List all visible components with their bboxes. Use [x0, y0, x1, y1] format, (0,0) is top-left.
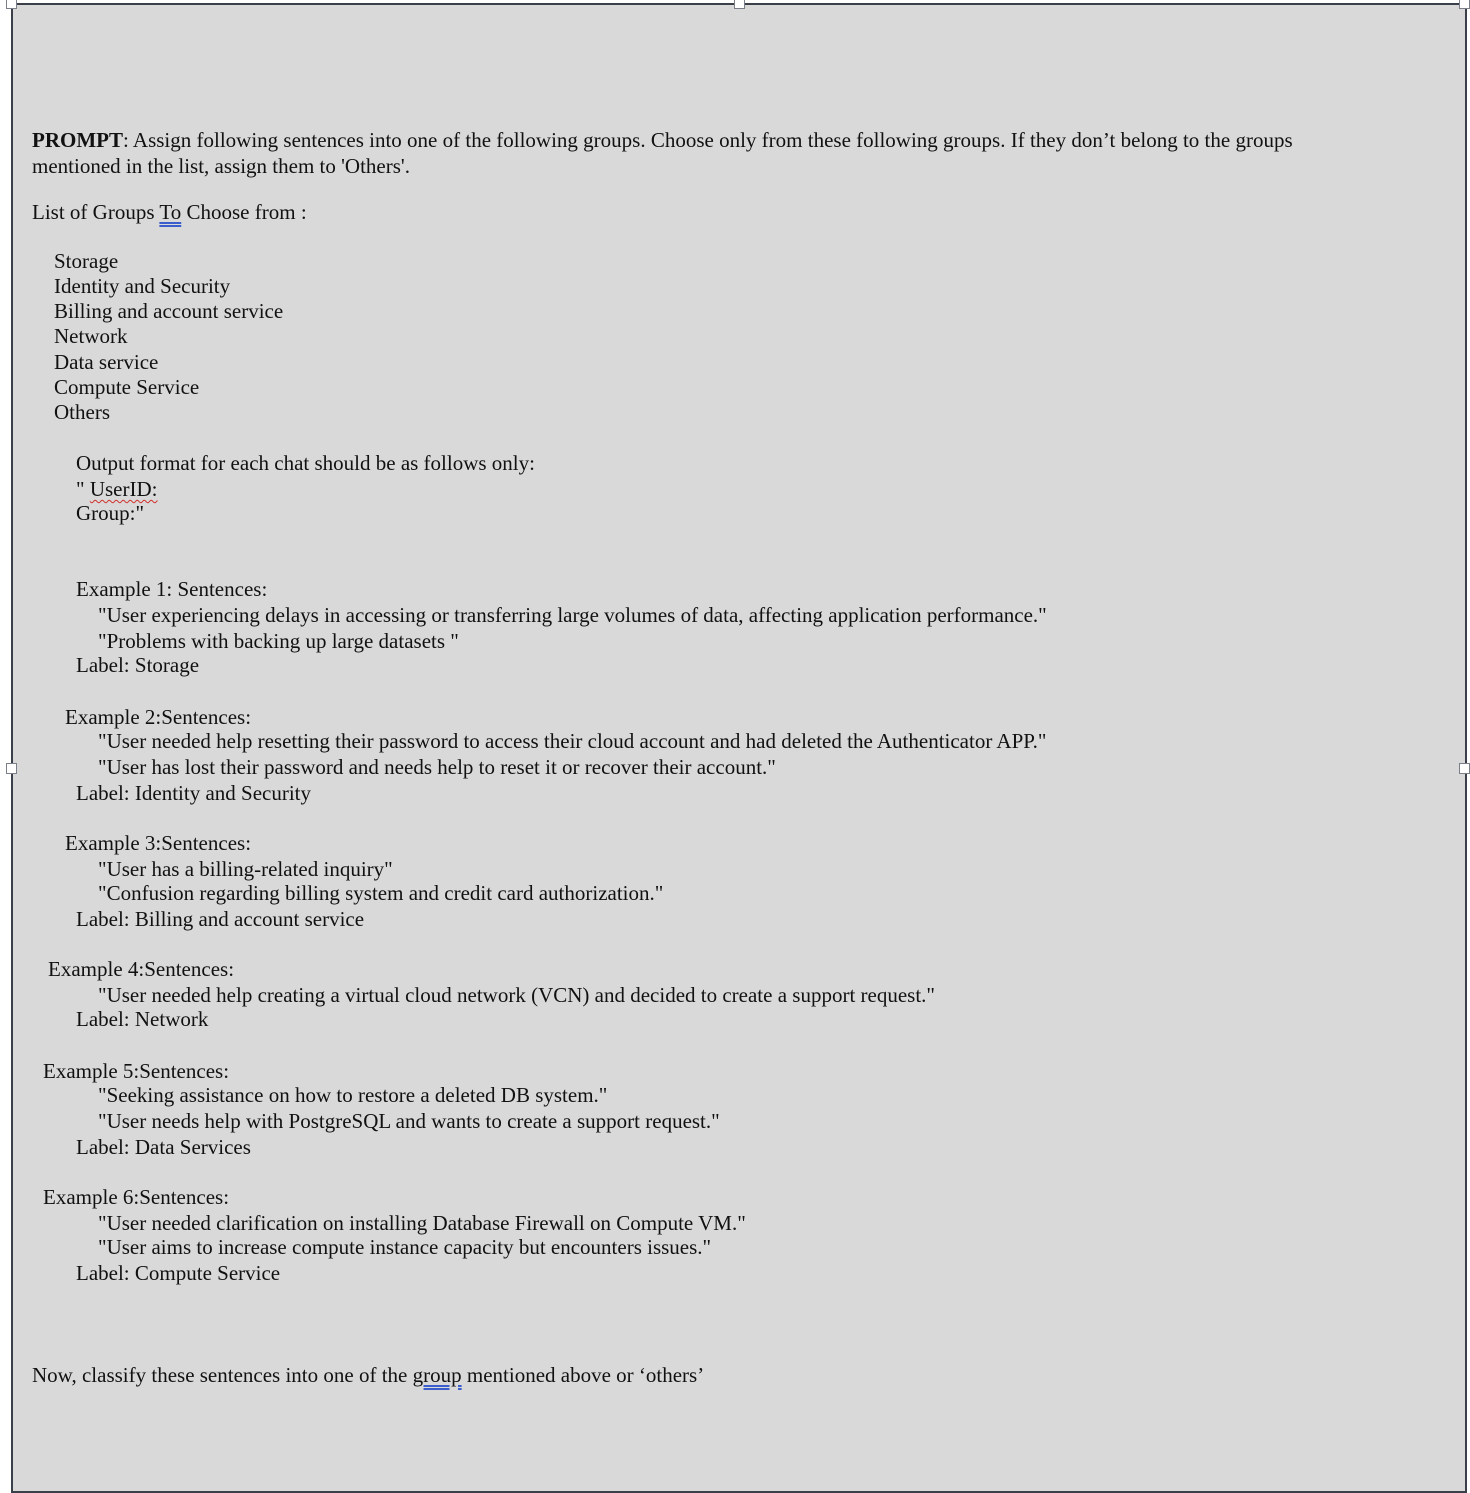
closing-post: mentioned above or ‘others’ — [461, 1363, 705, 1387]
example-title: Example 4:Sentences: — [48, 957, 235, 981]
grammar-flag-group[interactable]: group — [412, 1363, 462, 1387]
example-title: Example 3:Sentences: — [65, 831, 252, 855]
closing-pre: Now, classify these sentences into one of the — [32, 1363, 413, 1387]
resize-handle-top-left[interactable] — [6, 0, 17, 9]
group-item: Others — [54, 400, 110, 424]
group-item: Compute Service — [54, 375, 200, 399]
example-sentence: "User needed help resetting their password to access their cloud account and had deleted the Authenticator APP." — [98, 729, 1047, 753]
prompt-text: : Assign following sentences into one of the following groups. Choose only from these following groups. If they don’t belong to the groups — [122, 128, 1293, 152]
example-title: Example 6:Sentences: — [43, 1185, 230, 1209]
example-sentence: "User has a billing-related inquiry" — [98, 857, 393, 881]
example-sentence: "User needed help creating a virtual cloud network (VCN) and decided to create a support request." — [98, 983, 935, 1007]
group-item: Data service — [54, 350, 159, 374]
example-sentence: "User experiencing delays in accessing or transferring large volumes of data, affecting application performance." — [98, 603, 1047, 627]
output-format-line-2 — [76, 477, 157, 501]
example-sentence: "Confusion regarding billing system and credit card authorization." — [98, 881, 664, 905]
example-title: Example 2:Sentences: — [65, 705, 252, 729]
example-label: Label: Storage — [76, 653, 200, 677]
resize-handle-top-center[interactable] — [734, 0, 745, 9]
prompt-line-2: mentioned in the list, assign them to 'Others'. — [32, 154, 410, 178]
resize-handle-middle-right[interactable] — [1459, 763, 1470, 774]
example-sentence: "User needed clarification on installing Database Firewall on Compute VM." — [98, 1211, 746, 1235]
example-sentence: "Seeking assistance on how to restore a deleted DB system." — [98, 1083, 608, 1107]
example-title: Example 5:Sentences: — [43, 1059, 230, 1083]
example-label: Label: Network — [76, 1007, 209, 1031]
groups-heading-post: Choose from : — [181, 200, 307, 224]
example-label: Label: Data Services — [76, 1135, 251, 1159]
output-format-quote: " — [76, 477, 90, 501]
resize-handle-top-right[interactable] — [1459, 0, 1470, 9]
prompt-line-1 — [32, 128, 1293, 152]
prompt-label: PROMPT — [32, 128, 123, 152]
example-title: Example 1: Sentences: — [76, 577, 268, 601]
example-sentence: "Problems with backing up large datasets " — [98, 629, 459, 653]
group-item: Network — [54, 324, 128, 348]
example-label: Label: Compute Service — [76, 1261, 281, 1285]
spelling-flag-userid[interactable]: UserID: — [89, 477, 158, 501]
example-label: Label: Billing and account service — [76, 907, 365, 931]
closing-instruction — [32, 1363, 704, 1387]
example-sentence: "User aims to increase compute instance capacity but encounters issues." — [98, 1235, 712, 1259]
output-format-line-1: Output format for each chat should be as follows only: — [76, 451, 535, 475]
group-item: Identity and Security — [54, 274, 231, 298]
group-item: Storage — [54, 249, 119, 273]
example-sentence: "User has lost their password and needs help to reset it or recover their account." — [98, 755, 776, 779]
grammar-flag-to[interactable]: To — [159, 200, 182, 224]
example-label: Label: Identity and Security — [76, 781, 312, 805]
group-item: Billing and account service — [54, 299, 284, 323]
groups-heading — [32, 200, 307, 224]
example-sentence: "User needs help with PostgreSQL and wants to create a support request." — [98, 1109, 720, 1133]
resize-handle-middle-left[interactable] — [6, 763, 17, 774]
output-format-line-3: Group:" — [76, 501, 145, 525]
groups-heading-pre: List of Groups — [32, 200, 160, 224]
